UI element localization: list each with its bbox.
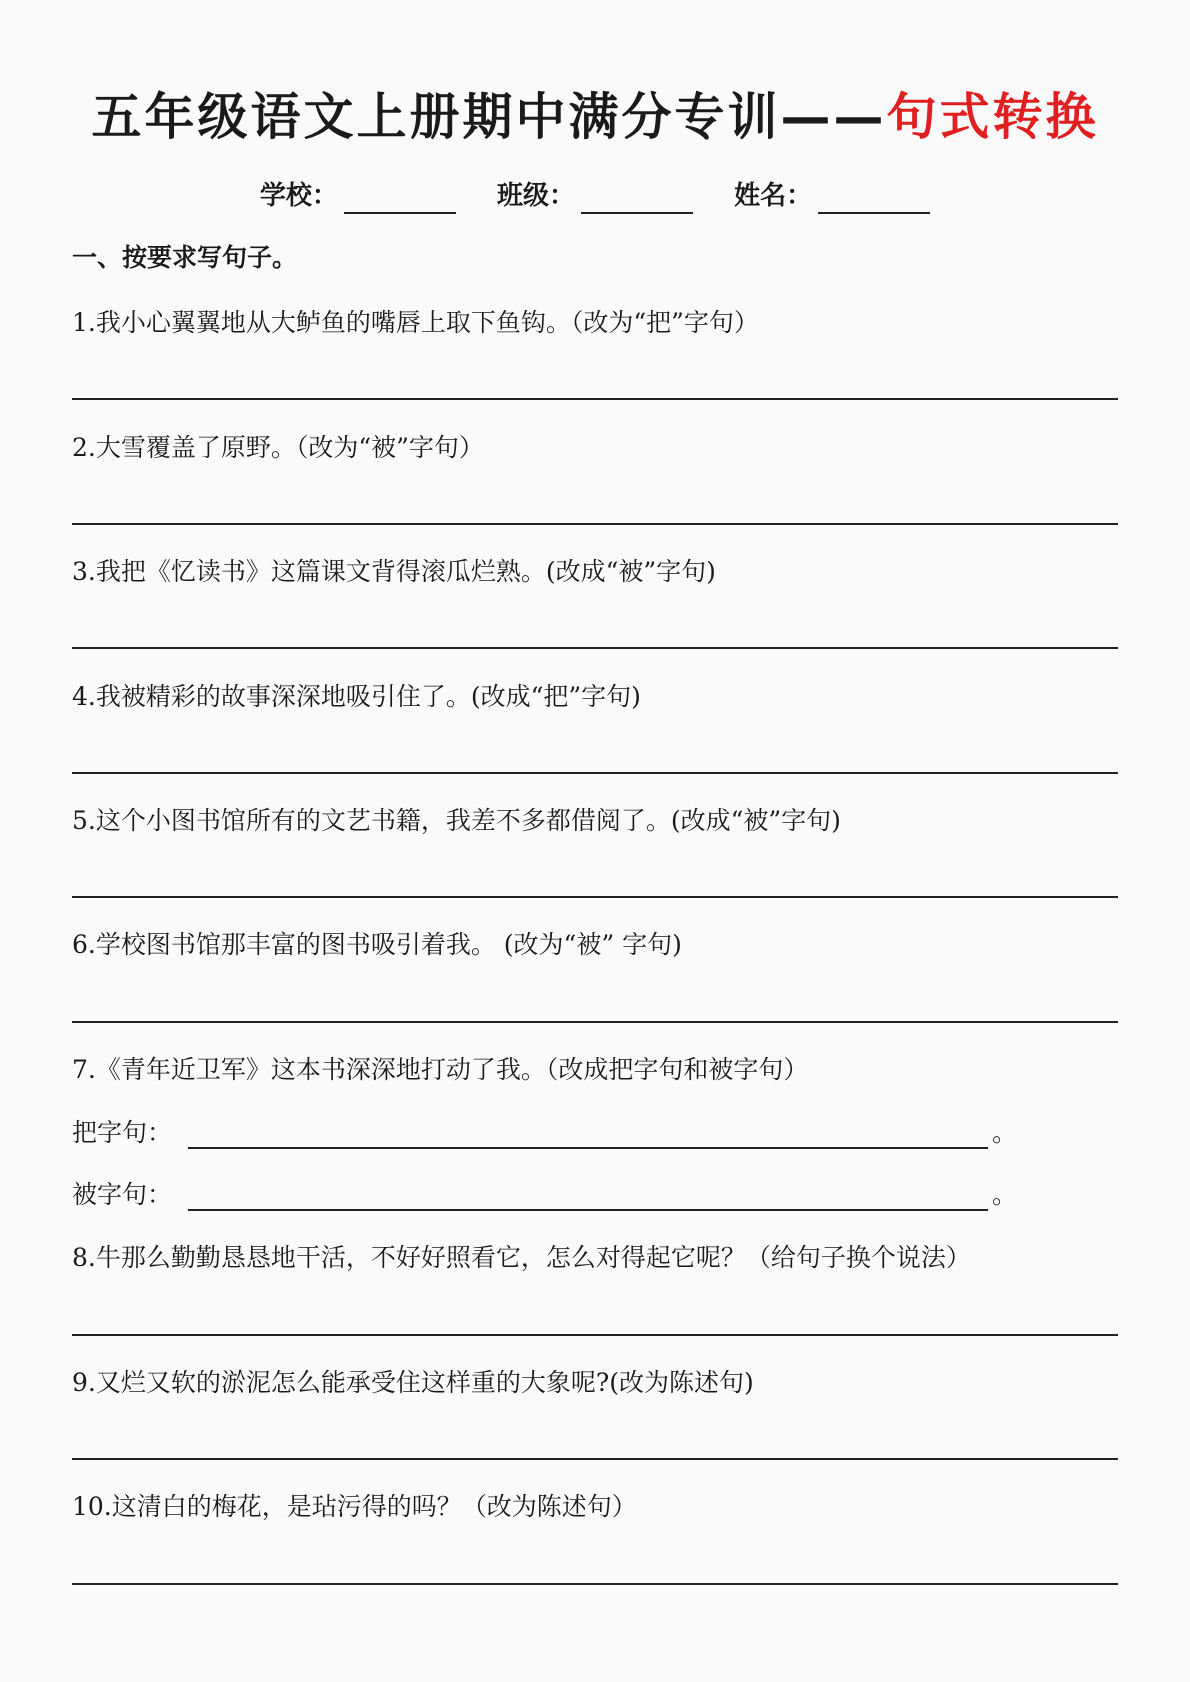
- q7-bei-blank[interactable]: [188, 1209, 988, 1211]
- question-8: 8.牛那么勤勤恳恳地干活，不好好照看它，怎么对得起它呢？（给句子换个说法）: [72, 1243, 971, 1272]
- name-blank[interactable]: [818, 182, 930, 214]
- answer-line-5[interactable]: [72, 896, 1118, 898]
- answer-line-10[interactable]: [72, 1583, 1118, 1585]
- q7-ba-label: 把字句：: [72, 1118, 173, 1147]
- q7-bei-row: [72, 1177, 1022, 1213]
- question-4: 4.我被精彩的故事深深地吸引住了。(改成“把”字句): [72, 682, 641, 711]
- school-blank[interactable]: [344, 182, 456, 214]
- school-label: 学校：: [259, 181, 338, 211]
- question-7: 7.《青年近卫军》这本书深深地打动了我。（改成把字句和被字句）: [72, 1055, 809, 1084]
- answer-line-9[interactable]: [72, 1458, 1118, 1460]
- class-blank[interactable]: [581, 182, 693, 214]
- answer-line-1[interactable]: [72, 398, 1118, 400]
- student-info-row: [0, 178, 1190, 214]
- answer-line-8[interactable]: [72, 1334, 1118, 1336]
- question-1: 1.我小心翼翼地从大鲈鱼的嘴唇上取下鱼钩。（改为“把”字句）: [72, 308, 759, 337]
- question-2: 2.大雪覆盖了原野。（改为“被”字句）: [72, 433, 484, 462]
- title-highlight: 句式转换: [886, 88, 1099, 146]
- answer-line-6[interactable]: [72, 1021, 1118, 1023]
- q7-ba-period: 。: [992, 1118, 1018, 1147]
- page-title: [0, 82, 1190, 152]
- section-heading: 一、按要求写句子。: [72, 243, 298, 272]
- q7-bei-period: 。: [992, 1180, 1018, 1209]
- question-3: 3.我把《忆读书》这篇课文背得滚瓜烂熟。(改成“被”字句): [72, 557, 716, 586]
- name-field: [734, 178, 930, 214]
- school-field: [260, 178, 456, 214]
- question-5: 5.这个小图书馆所有的文艺书籍，我差不多都借阅了。(改成“被”字句): [72, 806, 841, 835]
- title-main: 五年级语文上册期中满分专训——: [91, 88, 887, 146]
- question-10: 10.这清白的梅花，是玷污得的吗？（改为陈述句）: [72, 1492, 637, 1521]
- answer-line-3[interactable]: [72, 647, 1118, 649]
- q7-bei-label: 被字句：: [72, 1180, 173, 1209]
- q7-ba-row: [72, 1115, 1022, 1151]
- name-label: 姓名：: [734, 181, 813, 211]
- answer-line-2[interactable]: [72, 523, 1118, 525]
- class-label: 班级：: [496, 181, 575, 211]
- q7-ba-blank[interactable]: [188, 1147, 988, 1149]
- question-6: 6.学校图书馆那丰富的图书吸引着我。 (改为“被” 字句): [72, 930, 682, 959]
- question-9: 9.又烂又软的淤泥怎么能承受住这样重的大象呢?(改为陈述句): [72, 1368, 754, 1397]
- class-field: [497, 178, 693, 214]
- answer-line-4[interactable]: [72, 772, 1118, 774]
